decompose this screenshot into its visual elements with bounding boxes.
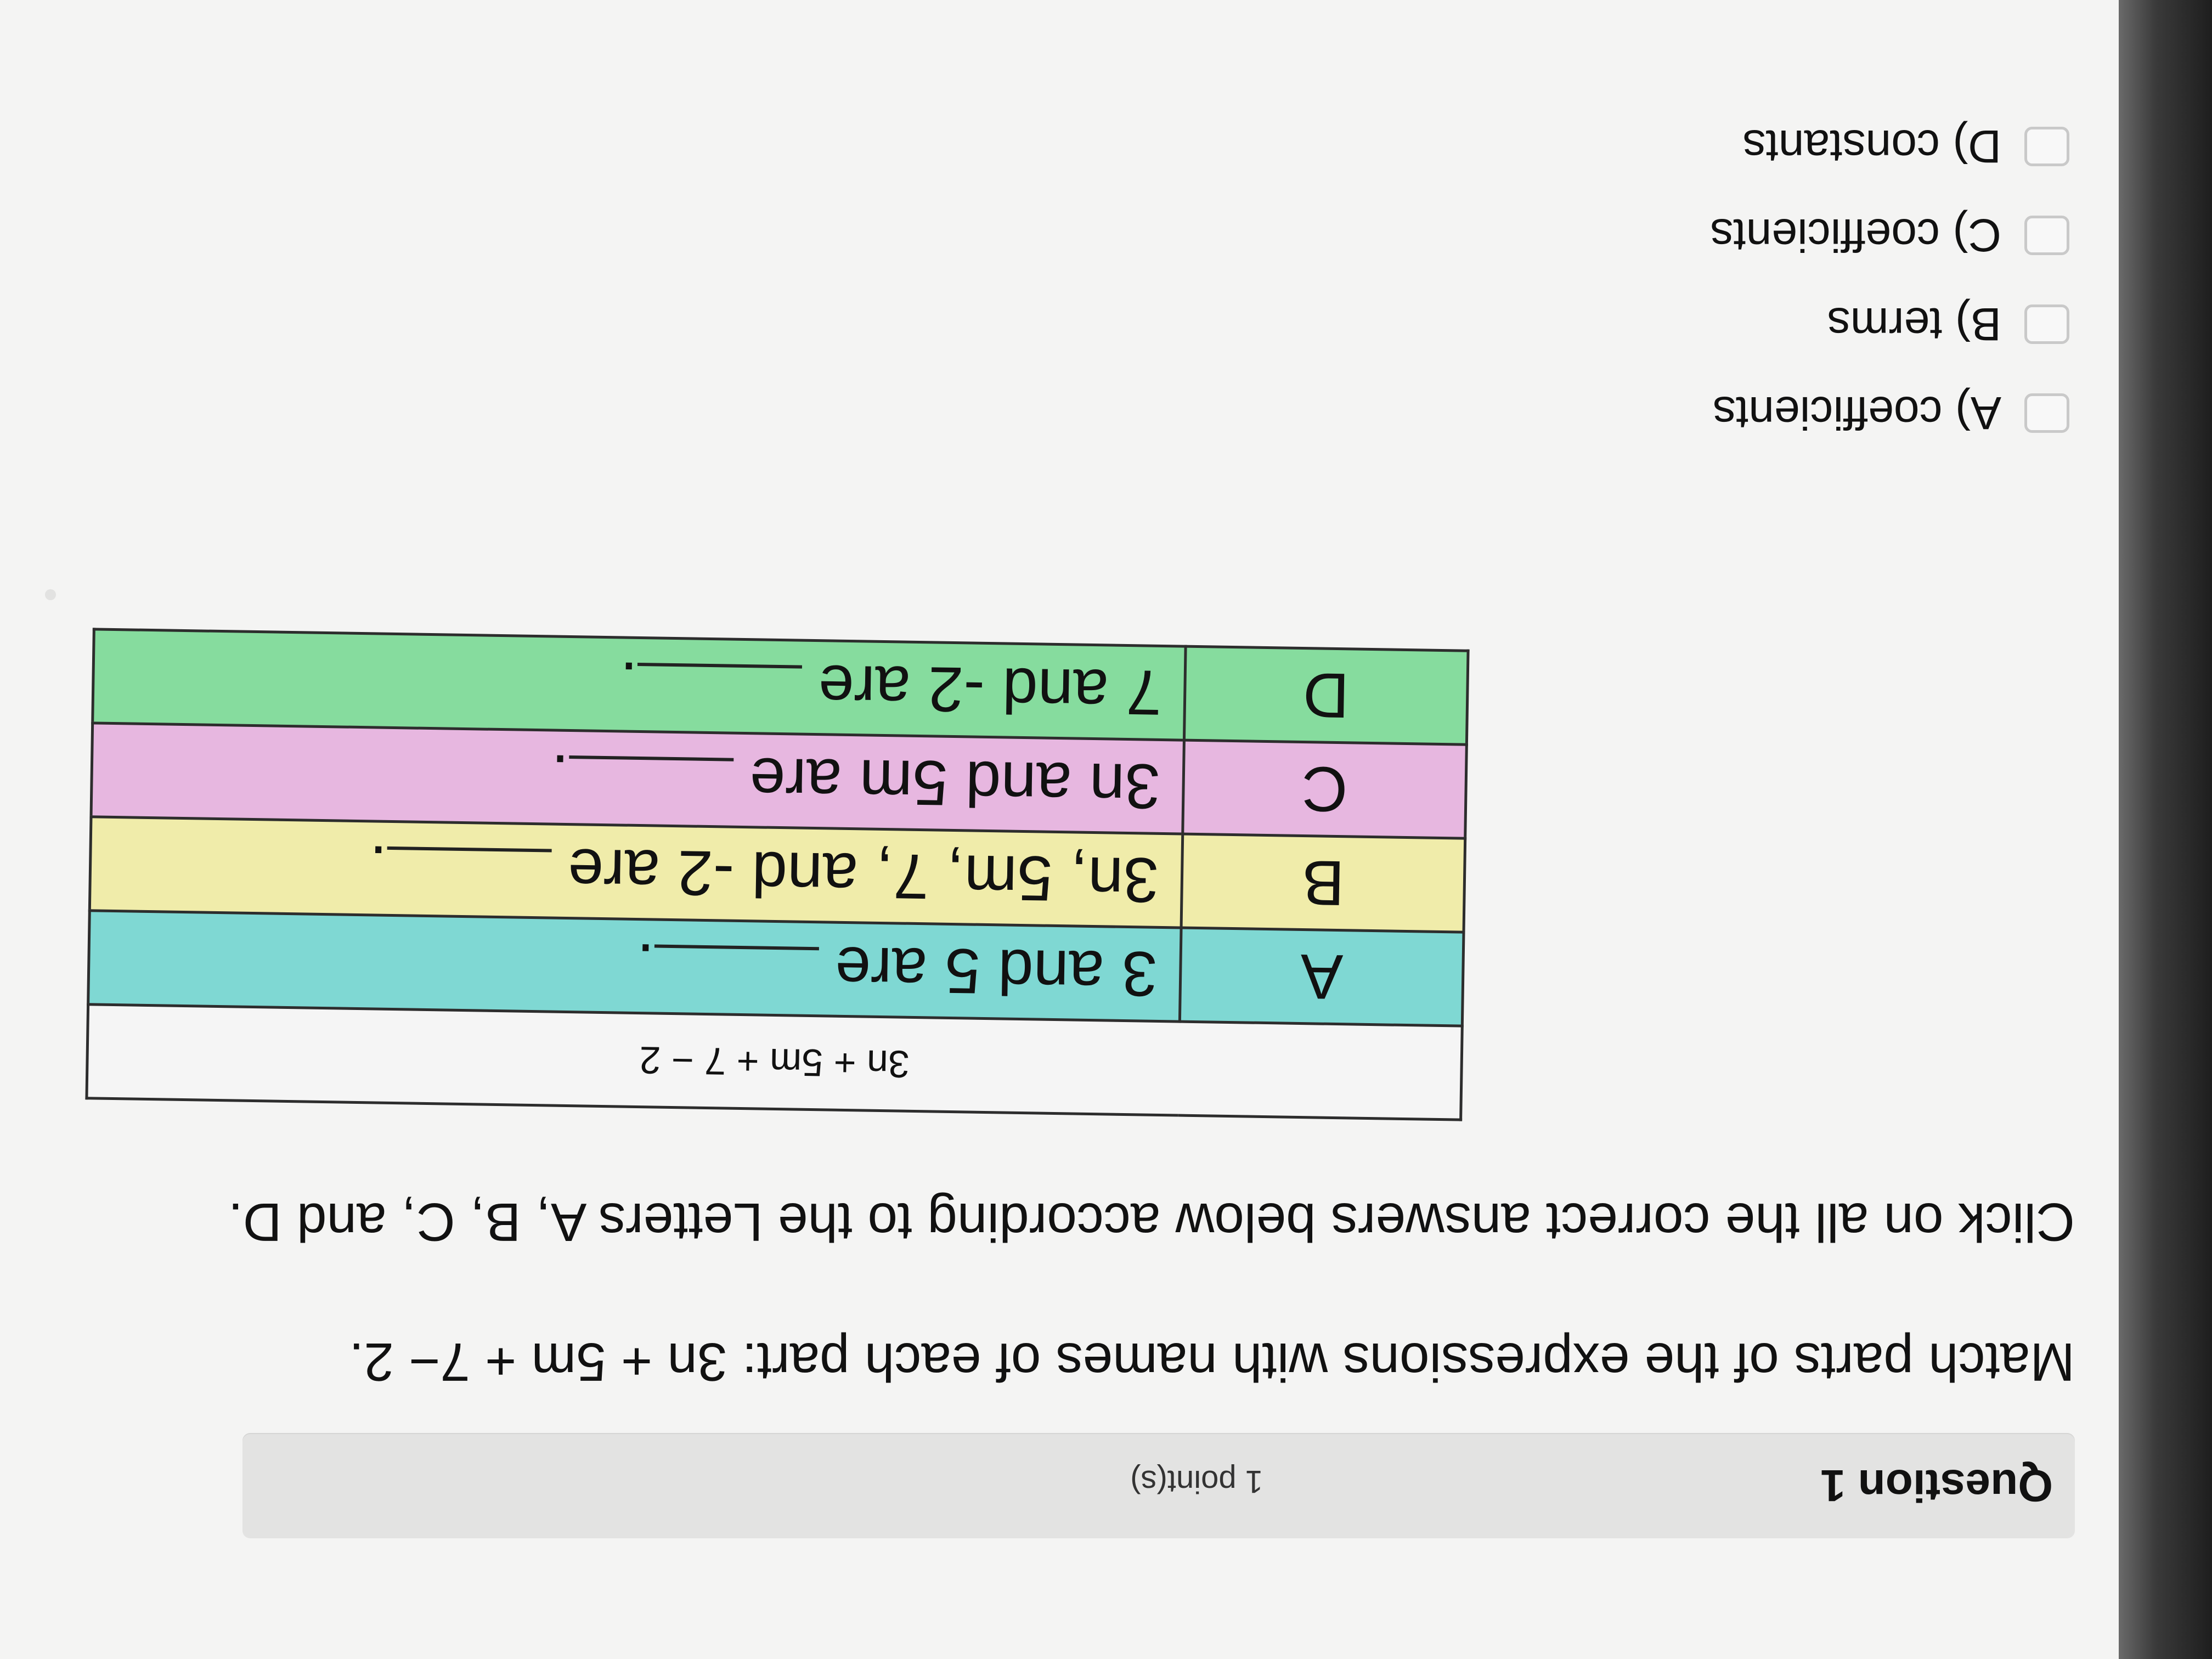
choice-d[interactable] [1710,102,2069,191]
choice-label[interactable]: A) coefficients [1712,387,2001,439]
choice-c[interactable] [1710,191,2069,280]
answer-choices [1710,102,2069,458]
row-letter: D [1184,646,1468,744]
choice-label[interactable]: B) terms [1827,298,2001,351]
checkbox[interactable] [2024,304,2069,344]
answer-blank [654,944,819,956]
row-text-label: 3n and 5m are [749,744,1161,822]
question-points: 1 point(s) [1130,1464,1263,1499]
row-letter: B [1181,834,1465,932]
choice-b[interactable] [1710,280,2069,369]
answer-blank [569,755,733,767]
row-letter: C [1183,740,1467,838]
monitor-bezel [2119,0,2212,1659]
row-text-label: 3 and 5 are [834,933,1158,1010]
row-text: 3 and 5 are. [88,911,1181,1022]
row-letter: A [1180,928,1464,1026]
choice-label[interactable]: D) constants [1742,121,2001,173]
row-text-label: 3n, 5m, 7, and -2 are [567,836,1159,916]
choice-a[interactable] [1710,369,2069,458]
question-title: Question 1 [1820,1460,2053,1510]
answer-blank [637,663,802,674]
checkbox[interactable] [2024,216,2069,255]
question-prompt: Match parts of the expressions with names of each part: 3n + 5m + 7− 2. [349,1332,2075,1392]
row-text: 3n, 5m, 7, and -2 are. [89,817,1182,928]
question-header [242,1434,2075,1538]
question-instruction: Click on all the correct answers below according to the Letters A, B, C, and D. [228,1192,2075,1252]
matching-table [85,628,1469,1121]
row-text: 7 and -2 are. [93,629,1186,740]
expression-header: 3n + 5m + 7 − 2 [87,1005,1462,1120]
row-text: 3n and 5m are. [91,723,1184,834]
choice-label[interactable]: C) coefficients [1710,210,2001,262]
answer-blank [387,847,552,858]
checkbox[interactable] [2024,127,2069,166]
checkbox[interactable] [2024,393,2069,433]
row-text-label: 7 and -2 are [817,652,1163,729]
screen-smudge [45,589,56,600]
